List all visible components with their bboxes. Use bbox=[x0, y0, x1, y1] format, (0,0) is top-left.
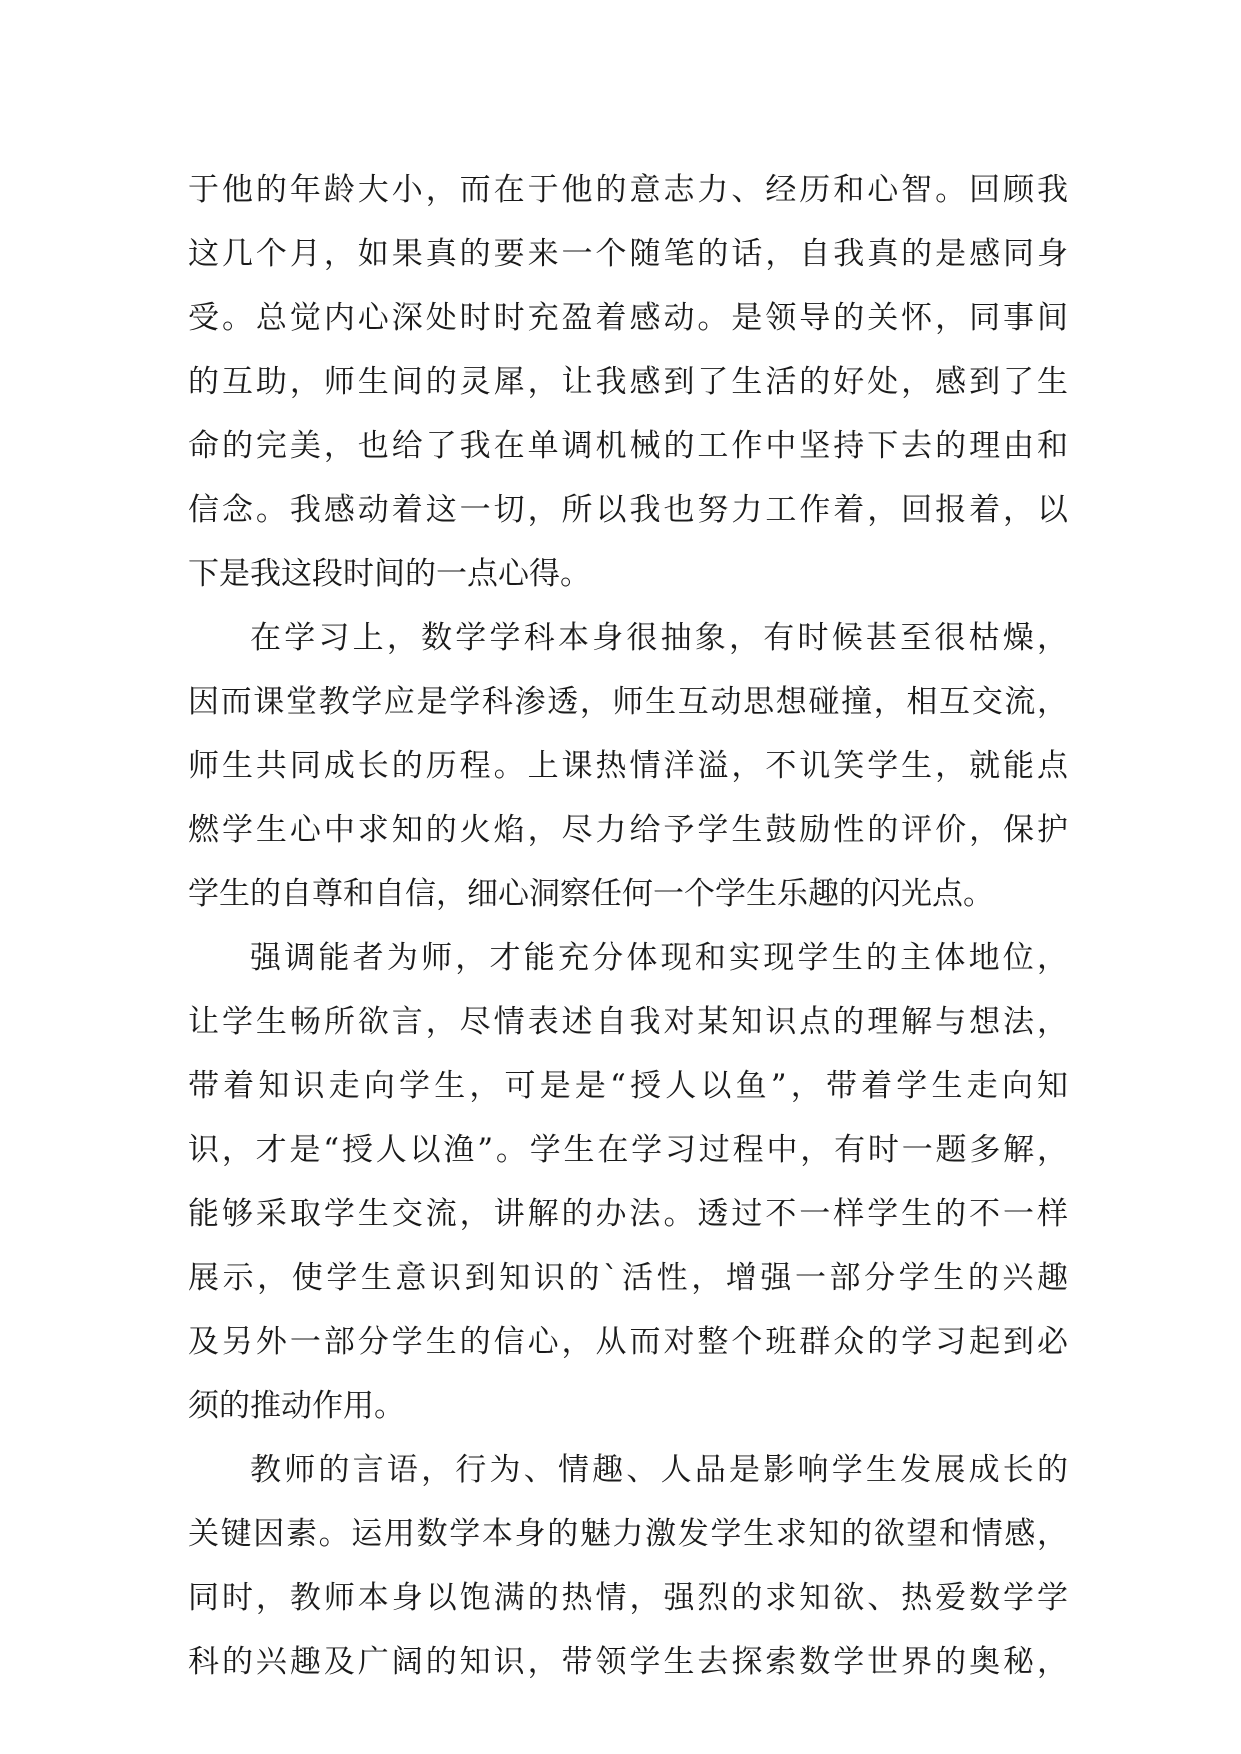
text-line: 下是我这段时间的一点心得。 bbox=[188, 556, 591, 592]
text-line: 同时，教师本身以饱满的热情，强烈的求知欲、热爱数学学 bbox=[188, 1580, 1068, 1616]
text-line: 燃学生心中求知的火焰，尽力给予学生鼓励性的评价，保护 bbox=[188, 812, 1068, 848]
body-text bbox=[188, 158, 1068, 1694]
text-line: 因而课堂教学应是学科渗透，师生互动思想碰撞，相互交流， bbox=[188, 684, 1068, 720]
text-line: 关键因素。运用数学本身的魅力激发学生求知的欲望和情感， bbox=[188, 1516, 1068, 1552]
paragraph-1 bbox=[188, 158, 1068, 606]
text-line: 须的推动作用。 bbox=[188, 1388, 405, 1424]
text-line: 受。总觉内心深处时时充盈着感动。是领导的关怀，同事间 bbox=[188, 300, 1068, 336]
text-line: 于他的年龄大小，而在于他的意志力、经历和心智。回顾我 bbox=[188, 172, 1068, 208]
text-line: 能够采取学生交流，讲解的办法。透过不一样学生的不一样 bbox=[188, 1196, 1068, 1232]
text-line: 在学习上，数学学科本身很抽象，有时候甚至很枯燥， bbox=[250, 620, 1068, 656]
paragraph-3 bbox=[188, 926, 1068, 1438]
text-line: 教师的言语，行为、情趣、人品是影响学生发展成长的 bbox=[250, 1452, 1068, 1488]
text-line: 科的兴趣及广阔的知识，带领学生去探索数学世界的奥秘， bbox=[188, 1644, 1068, 1680]
text-line: 这几个月，如果真的要来一个随笔的话，自我真的是感同身 bbox=[188, 236, 1068, 272]
text-line: 信念。我感动着这一切，所以我也努力工作着，回报着，以 bbox=[188, 492, 1068, 528]
text-line: 学生的自尊和自信，细心洞察任何一个学生乐趣的闪光点。 bbox=[188, 876, 994, 912]
text-line: 师生共同成长的历程。上课热情洋溢，不讥笑学生，就能点 bbox=[188, 748, 1068, 784]
paragraph-4 bbox=[188, 1438, 1068, 1694]
paragraph-2 bbox=[188, 606, 1068, 926]
text-line: 展示，使学生意识到知识的`活性，增强一部分学生的兴趣 bbox=[188, 1260, 1068, 1296]
text-line: 强调能者为师，才能充分体现和实现学生的主体地位， bbox=[250, 940, 1068, 976]
text-line: 带着知识走向学生，可是是“授人以鱼”，带着学生走向知 bbox=[188, 1068, 1068, 1104]
text-line: 及另外一部分学生的信心，从而对整个班群众的学习起到必 bbox=[188, 1324, 1068, 1360]
text-line: 命的完美，也给了我在单调机械的工作中坚持下去的理由和 bbox=[188, 428, 1068, 464]
text-line: 的互助，师生间的灵犀，让我感到了生活的好处，感到了生 bbox=[188, 364, 1068, 400]
text-line: 识，才是“授人以渔”。学生在学习过程中，有时一题多解， bbox=[188, 1132, 1068, 1168]
text-line: 让学生畅所欲言，尽情表述自我对某知识点的理解与想法， bbox=[188, 1004, 1068, 1040]
